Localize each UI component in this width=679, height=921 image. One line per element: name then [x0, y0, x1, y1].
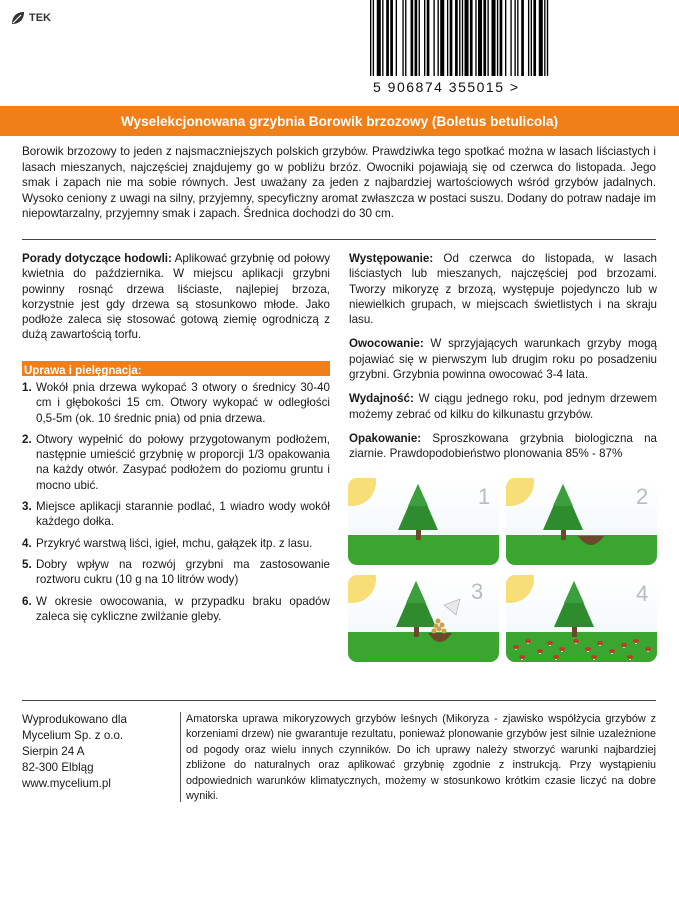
- sun-icon: [506, 478, 534, 506]
- illustration-step-1: [348, 478, 499, 565]
- brand-logo-text: TEK: [29, 12, 51, 24]
- occurrence-paragraph: [349, 251, 657, 327]
- page-title: Wyselekcjonowana grzybnia Borowik brzozowy (Boletus betulicola): [120, 113, 559, 129]
- step-number: 1.: [22, 381, 32, 394]
- producer-street: Sierpin 24 A: [22, 745, 85, 758]
- illustration-step-2: [506, 478, 657, 565]
- tips-text: Aplikować grzybnię od połowy kwietnia do października. W miejscu aplikacji grzybni powinny rosnąć drzewa liściaste, najlepiej brzoza, korzystnie jest gdy drzewa są stosunkowo młode. Jako podłoże zaleca się stosować gotową ziemię ogrodniczą z dużą zawartością torfu.: [22, 252, 330, 342]
- step-label: 1: [478, 484, 491, 509]
- yield-text: W ciągu jednego roku, pod jednym drzewem możemy zebrać od kilku do kilkunastu grzybów.: [349, 392, 657, 421]
- illustration-step-4: [506, 575, 657, 662]
- brand-logo: [10, 10, 51, 26]
- fruiting-label: Owocowanie:: [349, 337, 424, 351]
- fruiting-text: W sprzyjających warunkach grzyby mogą pojawiać się w pierwszym lub drugim roku po posadzeniu grzybni. Grzybnia powinna owocować 3-4 lata.: [349, 337, 657, 382]
- step-text: Przykryć warstwą liści, igieł, mchu, gałązek itp. z lasu.: [36, 536, 313, 550]
- step-number: 6.: [22, 594, 32, 608]
- bag-icon: [444, 599, 460, 615]
- step-text: Wokół pnia drzewa wykopać 3 otwory o średnicy 30-40 cm i głębokości 15 cm. Otwory wykopać w odległości 0,5-5m (ok. 10 średnic pnia) od pnia drzewa.: [36, 381, 330, 425]
- sun-icon: [506, 575, 534, 603]
- seed-icon: [432, 619, 447, 634]
- step-text: Miejsce aplikacji starannie podlać, 1 wiadro wody wokół każdego dołka.: [36, 500, 330, 529]
- list-item: [22, 536, 330, 551]
- step-label: 4: [636, 581, 649, 606]
- tips-label: Porady dotyczące hodowli:: [22, 252, 172, 265]
- sun-icon: [348, 478, 376, 506]
- step-number: 3.: [22, 500, 32, 514]
- list-item: [22, 557, 330, 588]
- step-number: 5.: [22, 557, 32, 571]
- disclaimer-separator: [180, 712, 181, 802]
- step-number: 2.: [22, 432, 32, 446]
- package-label: Opakowanie:: [349, 431, 422, 445]
- step-number: 4.: [22, 536, 32, 550]
- producer-address: [22, 712, 172, 792]
- step-label: 3: [471, 579, 484, 604]
- package-text: Sproszkowana grzybnia biologiczna na ziarnie. Prawdopodobieństwo plonowania 85% - 87%: [349, 431, 657, 461]
- yield-label: Wydajność:: [349, 392, 414, 406]
- producer-company: Mycelium Sp. z o.o.: [22, 729, 124, 742]
- intro-paragraph: Borowik brzozowy to jeden z najsmaczniejszych polskich grzybów. Prawdziwka tego spotkać można w lasach liściastych i lasach mieszanych, najczęściej znajdujemy go w pobliżu brzóz. Owocniki pojawiają się od czerwca do listopada. Jego smak i zapach nie ma sobie równych. Jest uważany za jeden z najbardziej wartościowych wśród grzybów jadalnych. Wysoko ceniony z uwagi na silny, przyjemny, specyficzny aromat zwłaszcza w postaci suszu. Dodany do potraw nadaje im niepowtarzalny, przyjemny smak i zapach. Średnica dochodzi do 30 cm.: [22, 145, 656, 220]
- leaf-icon: [10, 10, 26, 26]
- cultivation-heading: [22, 361, 330, 376]
- cultivation-steps: [22, 380, 330, 630]
- occurrence-label: Występowanie:: [349, 252, 434, 265]
- sun-icon: [348, 575, 376, 603]
- list-item: [22, 594, 330, 625]
- yield-paragraph: [349, 391, 657, 422]
- producer-website: www.mycelium.pl: [22, 777, 111, 790]
- list-item: [22, 499, 330, 530]
- producer-city: 82-300 Elbląg: [22, 761, 94, 774]
- list-item: [22, 432, 330, 493]
- list-item: [22, 380, 330, 426]
- producer-line: Wyprodukowano dla: [22, 713, 127, 726]
- title-bar: [0, 106, 679, 136]
- occurrence-text: Od czerwca do listopada, w lasach liściastych lub mieszanych, najczęściej pod brzozami. Tworzy mikoryzę z brzozą, występuje pojedynczo lub w niewielkich grupach, w miejscach świetlistych i na skraju lasu.: [349, 252, 657, 327]
- divider-top: [22, 239, 656, 240]
- tips-paragraph: [22, 251, 330, 343]
- divider-bottom: [22, 700, 656, 701]
- illustration-step-3: [348, 575, 499, 662]
- info-column: [349, 251, 657, 471]
- cultivation-heading-text: Uprawa i pielęgnacja:: [24, 365, 142, 377]
- barcode-digits: 5 906874 355015 >: [373, 79, 520, 95]
- disclaimer-paragraph: Amatorska uprawa mikoryzowych grzybów leśnych (Mikoryza - zjawisko współżycia grzybów z korzeniami drzew) nie gwarantuje rezultatu, ponieważ plonowanie grzybów jest silnie uzależnione od pogody oraz wielu innych czynników. Do ich uprawy należy stworzyć warunki najbardziej zbliżone do naturalnych oraz aplikować grzybnię zgodnie z instrukcją. Przy wystąpieniu odpowiednich warunków klimatycznych, możemy w stosunkowo krótkim czasie liczyć na dobre wyniki.: [186, 713, 656, 803]
- fruiting-paragraph: [349, 336, 657, 382]
- step-text: W okresie owocowania, w przypadku braku opadów zaleca się cykliczne zwilżanie gleby.: [36, 594, 330, 623]
- step-label: 2: [636, 484, 649, 509]
- package-paragraph: [349, 431, 657, 462]
- step-text: Otwory wypełnić do połowy przygotowanym podłożem, następnie umieścić grzybnię w proporcji 1/3 opakowania na każdy otwór. Zasypać podłożem do poziomu gruntu i mocno ubić.: [36, 432, 330, 492]
- step-text: Dobry wpływ na rozwój grzybni ma zastosowanie roztworu cukru (10 g na 10 litrów wody): [36, 557, 330, 587]
